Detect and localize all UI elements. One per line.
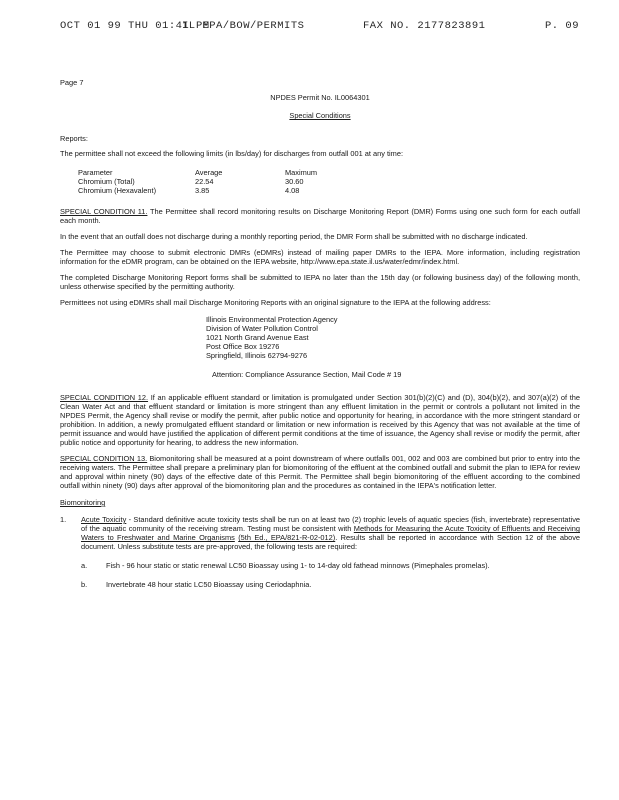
limits-col-parameter: Parameter xyxy=(78,168,113,178)
effluent-limits xyxy=(60,149,580,195)
subitem-text: Fish - 96 hour static or static renewal LC50 Bioassay using 1- to 14-day old fathead minnows (Pimephales promelas). xyxy=(106,561,490,571)
address-line: Illinois Environmental Protection Agency xyxy=(206,314,338,324)
biomonitoring-heading: Biomonitoring xyxy=(60,498,106,507)
special-condition-11-label: SPECIAL CONDITION 11. xyxy=(60,207,148,217)
limits-table xyxy=(78,168,345,195)
acute-toxicity-paragraph xyxy=(81,515,580,551)
acute-toxicity-text-1: - Standard definitive acute toxicity tests shall be run on at least two (2) trophic levels of aquatic species (fish, invertebrate) representative of the aquatic community of the receiving stream. Testing must be consistent with xyxy=(81,515,581,534)
limit-average: 22.54 xyxy=(195,177,214,187)
table-row xyxy=(78,186,345,195)
address-line: Post Office Box 19276 xyxy=(206,341,280,351)
limits-intro: The permittee shall not exceed the following limits (in lbs/day) for discharges from outfall 001 at any time: xyxy=(60,149,404,159)
subitem-letter: a. xyxy=(81,561,88,571)
special-condition-13 xyxy=(60,454,580,490)
special-condition-11-text: The Permittee shall record monitoring results on Discharge Monitoring Report (DMR) Forms using one such form for each outfall each month. xyxy=(60,207,580,226)
limit-average: 3.85 xyxy=(195,186,210,196)
item-number: 1. xyxy=(60,515,67,525)
special-condition-13-label: SPECIAL CONDITION 13. xyxy=(60,453,148,463)
table-row xyxy=(78,177,345,186)
deadline-paragraph: The completed Discharge Monitoring Report forms shall be submitted to IEPA no later than the 15th day (or following business day) of the following month, unless otherwise specified by the permitting authority. xyxy=(60,273,580,292)
acute-toxicity-text-2: . Results shall be reported in accordance with Section 12 of the above document. Unless substitute tests are pre-approved, the following tests are required: xyxy=(81,533,580,552)
mailing-address xyxy=(206,315,580,360)
address-line: 1021 North Grand Avenue East xyxy=(206,332,309,342)
limit-parameter: Chromium (Total) xyxy=(78,177,135,187)
special-condition-12-text: If an applicable effluent standard or limitation is promulgated under Section 301(b)(2)(C) and (D), 304(b)(2), and 307(a)(2) of the Clean Water Act and that effluent standard or limitation is more stringent than any effluent limitation in the permit or controls a pollutant not limited in the NPDES Permit, the Agency shall revise or modify the permit, after public notice and opportunity for hearing, in accordance with the more stringent standard or prohibition. In addition, a newly promulgated effluent standard or limitation or new information is received by this Agency that was not available at the time of permit issuance and would have justified the application of different permit conditions at the time of issuance, the Agency shall revise or modify the permit, after public notice and opportunity for hearing, to address the new information. xyxy=(60,392,580,447)
limit-parameter: Chromium (Hexavalent) xyxy=(78,186,157,196)
permit-number: NPDES Permit No. IL0064301 xyxy=(270,93,370,103)
special-conditions-title: Special Conditions xyxy=(289,111,351,121)
special-condition-13-text: Biomonitoring shall be measured at a point downstream of where outfalls 001, 002 and 003 are combined but prior to entry into the receiving waters. The Permittee shall prepare a preliminary plan for biomonitoring of the effluent at the combined outfall and submit the plan to IEPA for review and approval within ninety (90) days of the effective date of this Permit. The Permittee shall begin biomonitoring of the effluent according to the combined outfall within ninety (90) days after approval of the biomonitoring plan and the procedures as contained in the IEPA's notification letter. xyxy=(60,453,580,490)
special-condition-12-label: SPECIAL CONDITION 12. xyxy=(60,392,149,402)
method-reference-title: Methods for Measuring the Acute Toxicity of Effluents and Receiving Waters to Freshwater and Marine Organisms xyxy=(81,524,580,543)
limit-maximum: 30.60 xyxy=(285,177,304,187)
subitem-text: Invertebrate 48 hour static LC50 Bioassay using Ceriodaphnia. xyxy=(106,580,312,590)
document-body xyxy=(60,78,580,597)
limits-header-row xyxy=(78,168,345,177)
fax-number: FAX NO. 2177823891 xyxy=(363,20,486,32)
edmr-paragraph: The Permittee may choose to submit electronic DMRs (eDMRs) instead of mailing paper DMRs to the IEPA. More information, including registration information for the eDMR program, can be obtained on the IEPA website, http://www.epa.state.il.us/water/edmr/index.html. xyxy=(60,248,580,267)
limit-maximum: 4.08 xyxy=(285,186,300,196)
list-item xyxy=(60,580,580,589)
subitem-letter: b. xyxy=(81,580,88,590)
fax-page-number: P. 09 xyxy=(544,20,579,32)
special-condition-11 xyxy=(60,207,580,225)
page-label: Page 7 xyxy=(60,78,84,87)
acute-toxicity-label: Acute Toxicity xyxy=(81,515,127,525)
method-reference-edition: (5th Ed., EPA/821-R-02-012) xyxy=(238,533,336,543)
limits-col-maximum: Maximum xyxy=(285,168,318,178)
reports-heading: Reports: xyxy=(60,134,88,144)
address-line: Springfield, Illinois 62794-9276 xyxy=(206,350,308,360)
special-condition-12 xyxy=(60,393,580,447)
fax-sender: IL EPA/BOW/PERMITS xyxy=(182,20,305,32)
no-discharge-paragraph: In the event that an outfall does not discharge during a monthly reporting period, the DMR Form shall be submitted with no discharge indicated. xyxy=(60,232,528,242)
fax-date-time: OCT 01 99 THU 01:41 PM xyxy=(60,20,210,32)
list-item xyxy=(60,561,580,570)
address-line: Division of Water Pollution Control xyxy=(206,323,318,333)
address-attention: Attention: Compliance Assurance Section, Mail Code # 19 xyxy=(212,369,402,379)
limits-col-average: Average xyxy=(195,168,223,178)
mail-intro-paragraph: Permittees not using eDMRs shall mail Discharge Monitoring Reports with an original signature to the IEPA at the following address: xyxy=(60,298,491,308)
biomonitoring-item-1 xyxy=(60,515,580,551)
